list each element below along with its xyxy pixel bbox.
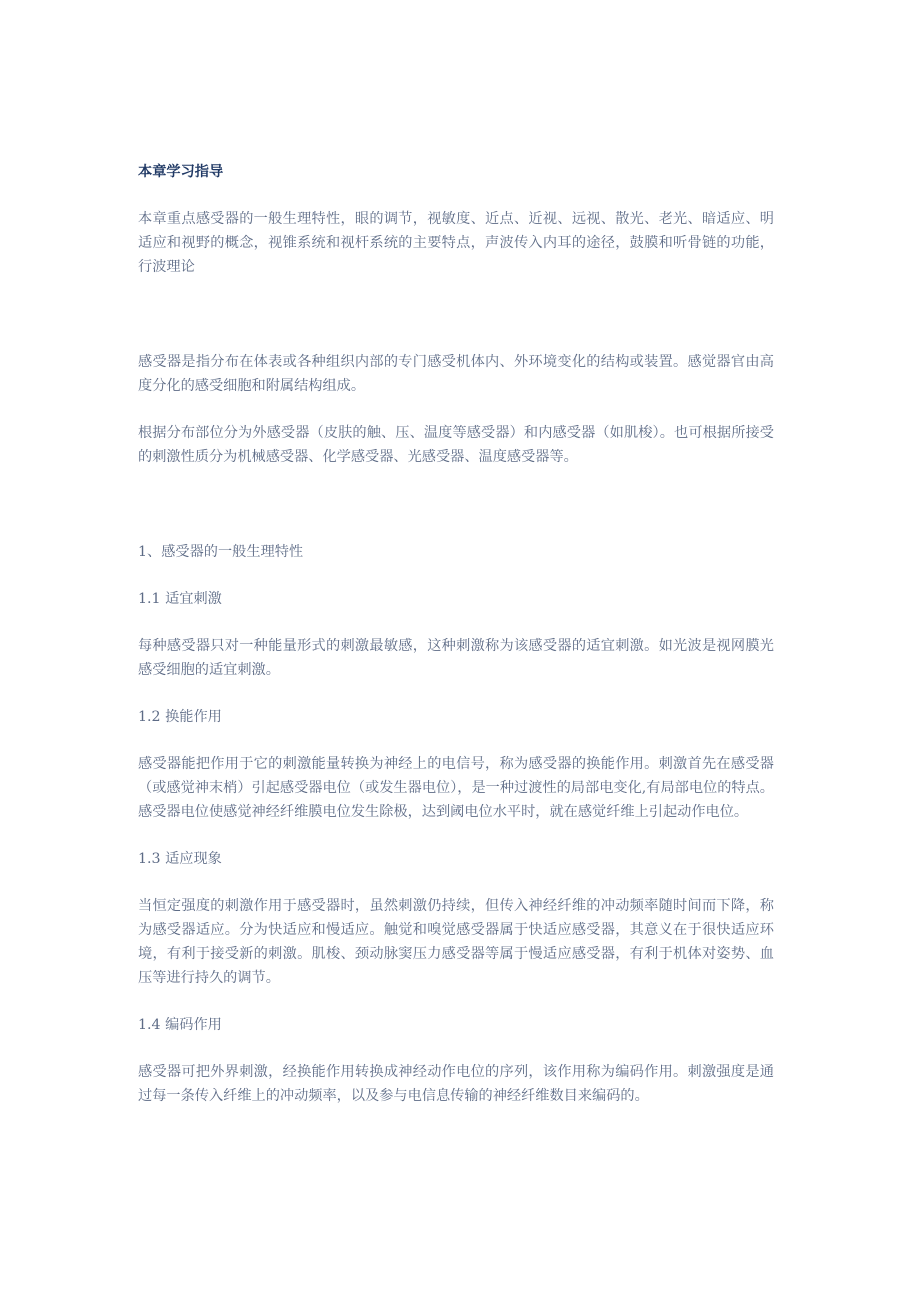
section-1-3-title: 1.3 适应现象	[138, 851, 222, 867]
section-1-4-text: 感受器可把外界刺激，经换能作用转换成神经动作电位的序列，该作用称为编码作用。刺激强度是通过每一条传入纤维上的冲动频率，以及参与电信息传输的神经纤维数目来编码的。	[138, 1064, 774, 1104]
section-1-2-text: 感受器能把作用于它的刺激能量转换为神经上的电信号，称为感受器的换能作用。刺激首先在感受器（或感觉神末梢）引起感受器电位（或发生器电位），是一种过渡性的局部电变化,有局部电位的特点。感受器电位使感觉神经纤维膜电位发生除极，达到阈电位水平时，就在感觉纤维上引起动作电位。	[138, 756, 774, 820]
document-body	[138, 160, 774, 1108]
section-1-title: 1、感受器的一般生理特性	[138, 544, 304, 560]
chapter-guide-heading: 本章学习指导	[138, 164, 224, 180]
section-1-1-title: 1.1 适宜刺激	[138, 591, 222, 607]
definition-paragraph: 感受器是指分布在体表或各种组织内部的专门感受机体内、外环境变化的结构或装置。感觉器官由高度分化的感受细胞和附属结构组成。	[138, 354, 774, 394]
intro-paragraph: 本章重点感受器的一般生理特性，眼的调节，视敏度、近点、近视、远视、散光、老光、暗适应、明适应和视野的概念，视锥系统和视杆系统的主要特点，声波传入内耳的途径，鼓膜和听骨链的功能，行波理论	[138, 211, 774, 275]
section-1-3-text: 当恒定强度的刺激作用于感受器时，虽然刺激仍持续，但传入神经纤维的冲动频率随时间而下降，称为感受器适应。分为快适应和慢适应。触觉和嗅觉感受器属于快适应感受器，其意义在于很快适应环境，有利于接受新的刺激。肌梭、颈动脉窦压力感受器等属于慢适应感受器，有利于机体对姿势、血压等进行持久的调节。	[138, 898, 774, 986]
classification-paragraph: 根据分布部位分为外感受器（皮肤的触、压、温度等感受器）和内感受器（如肌梭）。也可根据所接受的刺激性质分为机械感受器、化学感受器、光感受器、温度感受器等。	[138, 425, 774, 465]
section-1-1-text: 每种感受器只对一种能量形式的刺激最敏感，这种刺激称为该感受器的适宜刺激。如光波是视网膜光感受细胞的适宜刺激。	[138, 638, 774, 678]
section-1-4-title: 1.4 编码作用	[138, 1017, 222, 1033]
section-1-2-title: 1.2 换能作用	[138, 709, 222, 725]
